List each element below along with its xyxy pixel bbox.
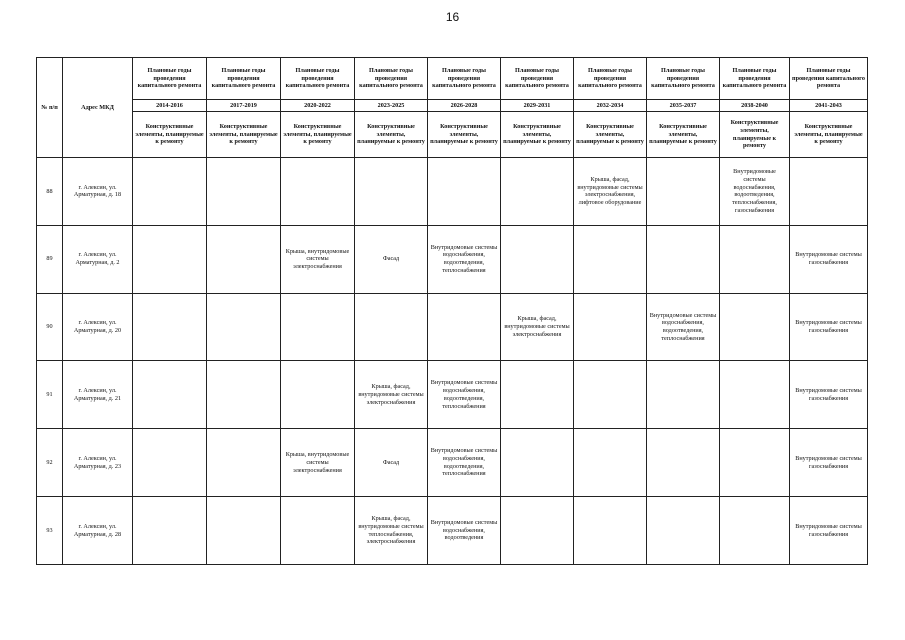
header-years: 2014-2016 bbox=[133, 100, 207, 112]
repair-cell: Внутридомовые системы водоснабжения, водоотведения, теплоснабжения bbox=[647, 293, 720, 361]
repair-cell: Внутридомовые системы водоснабжения, водоотведения, теплоснабжения bbox=[428, 361, 501, 429]
repair-cell bbox=[720, 361, 790, 429]
row-number: 89 bbox=[37, 225, 63, 293]
repair-cell bbox=[647, 225, 720, 293]
repair-cell bbox=[574, 225, 647, 293]
table-row bbox=[37, 293, 868, 361]
row-number: 92 bbox=[37, 429, 63, 497]
repair-cell bbox=[281, 293, 355, 361]
repair-cell bbox=[574, 429, 647, 497]
header-num: № п/п bbox=[37, 58, 63, 158]
row-address: г. Алексин, ул. Арматурная, д. 28 bbox=[63, 497, 133, 565]
repair-cell bbox=[355, 158, 428, 226]
table-row bbox=[37, 497, 868, 565]
repair-cell bbox=[355, 293, 428, 361]
header-period-label: Плановые годы проведения капитального ремонта bbox=[133, 58, 207, 100]
repair-cell bbox=[574, 497, 647, 565]
row-address: г. Алексин, ул. Арматурная, д. 23 bbox=[63, 429, 133, 497]
table-row bbox=[37, 361, 868, 429]
row-number: 90 bbox=[37, 293, 63, 361]
repair-cell bbox=[720, 429, 790, 497]
header-elements: Конструктивные элементы, планируемые к ремонту bbox=[720, 112, 790, 158]
header-years: 2017-2019 bbox=[207, 100, 281, 112]
repair-cell bbox=[574, 293, 647, 361]
page-number: 16 bbox=[445, 10, 460, 24]
header-period-label: Плановые годы проведения капитального ремонта bbox=[281, 58, 355, 100]
repair-cell: Внутридомовые системы водоснабжения, водоотведения bbox=[428, 497, 501, 565]
repair-cell bbox=[281, 497, 355, 565]
repair-cell bbox=[133, 429, 207, 497]
repair-cell bbox=[501, 361, 574, 429]
repair-cell bbox=[207, 497, 281, 565]
repair-cell: Крыша, фасад, внутридомовые системы теплоснабжения, электроснабжения bbox=[355, 497, 428, 565]
repair-cell bbox=[574, 361, 647, 429]
header-elements: Конструктивные элементы, планируемые к ремонту bbox=[501, 112, 574, 158]
repair-cell bbox=[133, 361, 207, 429]
repair-cell bbox=[501, 429, 574, 497]
repair-cell: Внутридомовые системы газоснабжения bbox=[790, 361, 868, 429]
repair-cell: Внутридомовые системы водоснабжения, водоотведения, теплоснабжения bbox=[428, 225, 501, 293]
repair-cell: Внутридомовые системы газоснабжения bbox=[790, 429, 868, 497]
repair-cell bbox=[207, 361, 281, 429]
repair-cell bbox=[790, 158, 868, 226]
repair-cell: Крыша, фасад, внутридомовые системы электроснабжения, лифтовое оборудование bbox=[574, 158, 647, 226]
header-elements: Конструктивные элементы, планируемые к ремонту bbox=[647, 112, 720, 158]
repair-cell bbox=[133, 225, 207, 293]
header-years: 2038-2040 bbox=[720, 100, 790, 112]
repair-cell: Крыша, внутридомовые системы электроснабжения bbox=[281, 429, 355, 497]
header-period-label: Плановые годы проведения капитального ремонта bbox=[501, 58, 574, 100]
repair-cell bbox=[207, 158, 281, 226]
header-years: 2032-2034 bbox=[574, 100, 647, 112]
repair-cell bbox=[207, 225, 281, 293]
header-years: 2026-2028 bbox=[428, 100, 501, 112]
row-number: 88 bbox=[37, 158, 63, 226]
header-years: 2029-2031 bbox=[501, 100, 574, 112]
header-address: Адрес МКД bbox=[63, 58, 133, 158]
repair-cell bbox=[647, 361, 720, 429]
header-period-label: Плановые годы проведения капитального ремонта bbox=[574, 58, 647, 100]
repair-schedule-table bbox=[36, 57, 868, 565]
repair-cell bbox=[428, 158, 501, 226]
table-row bbox=[37, 158, 868, 226]
header-elements: Конструктивные элементы, планируемые к ремонту bbox=[355, 112, 428, 158]
repair-cell bbox=[720, 225, 790, 293]
header-elements: Конструктивные элементы, планируемые к ремонту bbox=[790, 112, 868, 158]
repair-cell: Крыша, фасад, внутридомовые системы электроснабжения bbox=[501, 293, 574, 361]
repair-cell bbox=[501, 158, 574, 226]
repair-cell bbox=[133, 293, 207, 361]
row-address: г. Алексин, ул. Арматурная, д. 21 bbox=[63, 361, 133, 429]
repair-cell: Крыша, фасад, внутридомовые системы электроснабжения bbox=[355, 361, 428, 429]
repair-cell: Фасад bbox=[355, 225, 428, 293]
header-row-years bbox=[37, 100, 868, 112]
header-elements: Конструктивные элементы, планируемые к ремонту bbox=[207, 112, 281, 158]
row-address: г. Алексин, ул. Арматурная, д. 2 bbox=[63, 225, 133, 293]
header-elements: Конструктивные элементы, планируемые к ремонту bbox=[281, 112, 355, 158]
table-row bbox=[37, 429, 868, 497]
repair-cell bbox=[133, 158, 207, 226]
repair-cell bbox=[281, 361, 355, 429]
header-period-label: Плановые годы проведения капитального ремонта bbox=[647, 58, 720, 100]
header-elements: Конструктивные элементы, планируемые к ремонту bbox=[428, 112, 501, 158]
row-number: 93 bbox=[37, 497, 63, 565]
header-years: 2035-2037 bbox=[647, 100, 720, 112]
table-row bbox=[37, 225, 868, 293]
repair-cell bbox=[720, 293, 790, 361]
row-address: г. Алексин, ул. Арматурная, д. 18 bbox=[63, 158, 133, 226]
header-period-label: Плановые годы проведения капитального ремонта bbox=[720, 58, 790, 100]
repair-cell bbox=[647, 497, 720, 565]
repair-cell bbox=[207, 293, 281, 361]
header-elements: Конструктивные элементы, планируемые к ремонту bbox=[133, 112, 207, 158]
repair-cell bbox=[647, 158, 720, 226]
repair-cell bbox=[501, 497, 574, 565]
repair-cell: Внутридомовые системы газоснабжения bbox=[790, 293, 868, 361]
row-number: 91 bbox=[37, 361, 63, 429]
repair-cell: Внутридомовые системы газоснабжения bbox=[790, 497, 868, 565]
header-years: 2020-2022 bbox=[281, 100, 355, 112]
repair-cell bbox=[207, 429, 281, 497]
repair-cell bbox=[647, 429, 720, 497]
header-period-label: Плановые годы проведения капитального ремонта bbox=[355, 58, 428, 100]
repair-cell: Внутридомовые системы водоснабжения, водоотведения, теплоснабжения, газоснабжения bbox=[720, 158, 790, 226]
repair-cell: Внутридомовые системы водоснабжения, водоотведения, теплоснабжения bbox=[428, 429, 501, 497]
header-period-label: Плановые годы проведения капитального ремонта bbox=[207, 58, 281, 100]
header-row-elements bbox=[37, 112, 868, 158]
repair-cell bbox=[281, 158, 355, 226]
header-period-label: Плановые годы проведения капитального ремонта bbox=[790, 58, 868, 100]
header-period-label: Плановые годы проведения капитального ремонта bbox=[428, 58, 501, 100]
header-years: 2041-2043 bbox=[790, 100, 868, 112]
repair-cell bbox=[133, 497, 207, 565]
header-years: 2023-2025 bbox=[355, 100, 428, 112]
header-elements: Конструктивные элементы, планируемые к ремонту bbox=[574, 112, 647, 158]
repair-cell: Крыша, внутридомовые системы электроснабжения bbox=[281, 225, 355, 293]
row-address: г. Алексин, ул. Арматурная, д. 20 bbox=[63, 293, 133, 361]
table-body bbox=[37, 158, 868, 565]
repair-cell bbox=[428, 293, 501, 361]
repair-cell bbox=[720, 497, 790, 565]
header-row-periods bbox=[37, 58, 868, 100]
repair-cell: Внутридомовые системы газоснабжения bbox=[790, 225, 868, 293]
repair-cell bbox=[501, 225, 574, 293]
repair-cell: Фасад bbox=[355, 429, 428, 497]
